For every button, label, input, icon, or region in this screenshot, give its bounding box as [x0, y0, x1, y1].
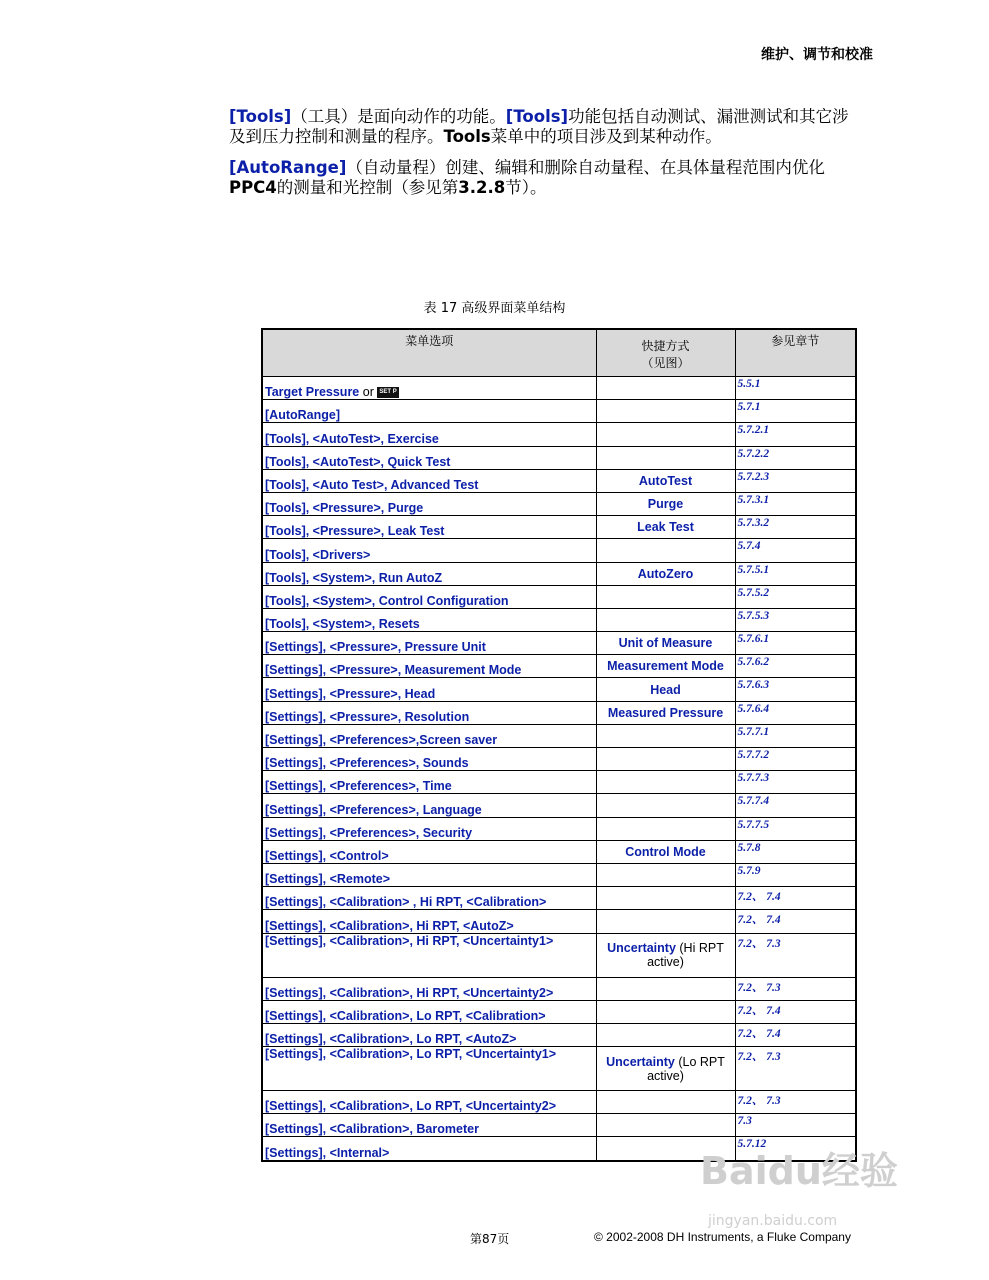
shortcut-text: Measurement Mode: [607, 659, 724, 674]
menu-option-cell: [262, 655, 596, 678]
shortcut-cell: [596, 1047, 735, 1091]
shortcut-cell: [596, 863, 735, 886]
section-ref-cell: [735, 910, 856, 933]
section-ref-text: 5.7.7.5: [737, 818, 770, 831]
menu-option-text: [Settings], <Pressure>, Measurement Mode: [265, 663, 522, 678]
shortcut-cell: [596, 446, 735, 469]
table-row: [262, 608, 856, 631]
menu-option-text: [Settings], <Calibration>, Barometer: [265, 1122, 479, 1137]
menu-option-cell: [262, 817, 596, 840]
shortcut-note: (Lo RPT active): [647, 1054, 725, 1083]
shortcut-cell: [596, 608, 735, 631]
shortcut-text: AutoTest: [638, 473, 693, 488]
table-header-row: [262, 329, 856, 377]
running-header: 维护、调节和校准: [761, 47, 873, 63]
menu-option-cell: [262, 632, 596, 655]
shortcut-cell: [596, 887, 735, 910]
menu-option-cell: [262, 863, 596, 886]
table-row: [262, 446, 856, 469]
section-ref-text: 5.7.7.4: [737, 795, 770, 808]
menu-option-cell: [262, 1023, 596, 1046]
section-ref-text: 5.7.6.3: [737, 679, 770, 692]
section-ref-text: 5.7.4: [737, 540, 761, 553]
section-ref-text: 5.7.2.3: [737, 470, 770, 483]
ppc4-bold: PPC4: [229, 178, 277, 197]
shortcut-text: Uncertainty: [606, 1054, 675, 1069]
page-number: 第87页: [470, 1232, 510, 1246]
header-shortcut-line1: 快捷方式: [641, 339, 690, 353]
menu-option-text: [Settings], <Pressure>, Pressure Unit: [265, 640, 486, 655]
menu-option-text: [Tools], <Pressure>, Purge: [265, 501, 424, 516]
section-ref-cell: [735, 492, 856, 515]
menu-option-text: [AutoRange]: [265, 408, 340, 423]
section-ref-cell: [735, 585, 856, 608]
table-row: [262, 817, 856, 840]
shortcut-cell: [596, 1023, 735, 1046]
shortcut-text: Uncertainty: [607, 941, 676, 955]
menu-option-text: [Settings], <Preferences>,Screen saver: [265, 733, 498, 747]
menu-option-cell: [262, 423, 596, 446]
section-ref-cell: [735, 863, 856, 886]
shortcut-cell: [596, 423, 735, 446]
shortcut-text: Leak Test: [637, 520, 694, 535]
section-ref-cell: [735, 516, 856, 539]
menu-option-cell: [262, 701, 596, 724]
menu-option-text: [Settings], <Preferences>, Time: [265, 779, 452, 794]
table-row: [262, 469, 856, 492]
section-ref-text: 5.7.6.1: [737, 633, 770, 646]
menu-option-cell: [262, 1091, 596, 1114]
shortcut-text: Unit of Measure: [618, 636, 713, 651]
shortcut-cell: [596, 817, 735, 840]
shortcut-text: Purge: [647, 497, 684, 512]
shortcut-text: Head: [650, 682, 681, 697]
table-row: [262, 701, 856, 724]
menu-option-text: [Settings], <Pressure>, Resolution: [265, 709, 470, 724]
shortcut-text: Measured Pressure: [607, 705, 724, 720]
section-ref-text: 5.7.2.2: [737, 447, 770, 460]
menu-option-cell: [262, 910, 596, 933]
section-ref-text: 7.2、 7.3: [737, 937, 781, 950]
paragraph-text: （工具）是面向动作的功能。: [291, 107, 506, 126]
section-ref-cell: [735, 840, 856, 863]
menu-option-cell: [262, 492, 596, 515]
paragraph-autorange: [229, 158, 849, 198]
section-ref-cell: [735, 562, 856, 585]
shortcut-cell: [596, 562, 735, 585]
section-ref-cell: [735, 655, 856, 678]
menu-option-text: [Settings], <Calibration>, Lo RPT, <Calibration>: [265, 1008, 546, 1023]
tools-keyword: [Tools]: [505, 107, 569, 126]
table-row: [262, 724, 856, 747]
shortcut-text: Control Mode: [625, 844, 706, 859]
menu-option-cell: [262, 1137, 596, 1161]
or-text: or: [362, 385, 374, 400]
shortcut-cell: [596, 678, 735, 701]
shortcut-cell: [596, 977, 735, 1000]
shortcut-cell: [596, 492, 735, 515]
section-ref-text: 5.7.1: [737, 401, 761, 414]
shortcut-cell: [596, 469, 735, 492]
section-ref-text: 5.7.8: [737, 841, 761, 854]
menu-option-text: [Settings], <Calibration>, Hi RPT, <AutoZ>: [265, 918, 514, 933]
paragraph-text: （自动量程）创建、编辑和删除自动量程、在具体量程范围内优化: [346, 158, 825, 177]
menu-option-cell: [262, 771, 596, 794]
section-ref-cell: [735, 977, 856, 1000]
menu-option-cell: [262, 469, 596, 492]
section-ref-text: 5.7.7.2: [737, 749, 770, 761]
paragraph-tools: [229, 107, 849, 147]
section-ref-cell: [735, 724, 856, 747]
shortcut-cell: [596, 771, 735, 794]
section-ref-text: 5.5.1: [737, 378, 761, 390]
menu-option-text: [Settings], <Calibration>, Lo RPT, <Uncertainty2>: [265, 1099, 557, 1114]
menu-option-text: [Settings], <Calibration>, Lo RPT, <AutoZ>: [265, 1032, 517, 1047]
section-ref-cell: [735, 748, 856, 771]
section-ref-cell: [735, 446, 856, 469]
section-ref-text: 5.7.2.1: [737, 424, 770, 437]
table-row: [262, 585, 856, 608]
menu-option-text: [Settings], <Calibration>, Hi RPT, <Uncertainty2>: [265, 985, 554, 1000]
section-ref-text: 7.2、 7.4: [737, 914, 781, 927]
menu-option-cell: [262, 1114, 596, 1137]
section-ref-text: 7.2、 7.4: [737, 1004, 781, 1017]
paragraph-text: 节）。: [505, 178, 547, 197]
shortcut-cell: [596, 910, 735, 933]
table-row: [262, 1114, 856, 1137]
section-ref-cell: [735, 632, 856, 655]
tools-keyword: [Tools]: [229, 107, 292, 126]
menu-option-cell: [262, 400, 596, 423]
menu-option-text: [Tools], <System>, Control Configuration: [265, 593, 509, 608]
menu-option-text: [Settings], <Calibration>, Hi RPT, <Uncertainty1>: [265, 933, 554, 948]
table-row: [262, 423, 856, 446]
table-row: [262, 1091, 856, 1114]
menu-option-text: [Tools], <AutoTest>, Exercise: [265, 431, 439, 446]
shortcut-cell: [596, 632, 735, 655]
section-ref-bold: 3.2.8: [458, 178, 506, 197]
menu-option-cell: [262, 977, 596, 1000]
section-ref-text: 5.7.5.1: [737, 563, 770, 576]
paragraph-text: 的测量和光控制（参见第: [276, 178, 459, 197]
section-ref-cell: [735, 817, 856, 840]
table-row: [262, 539, 856, 562]
header-shortcut: [596, 329, 735, 377]
section-ref-cell: [735, 539, 856, 562]
section-ref-text: 7.2、 7.3: [737, 1095, 781, 1108]
autorange-keyword: [AutoRange]: [229, 158, 347, 177]
shortcut-cell: [596, 1091, 735, 1114]
menu-option-text: [Tools], <AutoTest>, Quick Test: [265, 454, 451, 469]
table-row: [262, 840, 856, 863]
section-ref-text: 7.2、 7.4: [737, 1027, 781, 1040]
paragraph-text: 功能包括自动测试、漏泄测试和其它涉及到压力控制和测量的程序。: [229, 107, 849, 146]
watermark-url: jingyan.baidu.com: [708, 1213, 838, 1229]
menu-option-cell: [262, 1000, 596, 1023]
table-row: [262, 516, 856, 539]
menu-option-text: [Settings], <Preferences>, Language: [265, 802, 482, 817]
section-ref-cell: [735, 933, 856, 977]
menu-option-cell: [262, 446, 596, 469]
shortcut-cell: [596, 400, 735, 423]
menu-option-cell: [262, 933, 596, 977]
table-caption: 表 17 高级界面菜单结构: [423, 301, 566, 316]
menu-option-text: [Settings], <Preferences>, Sounds: [265, 756, 469, 771]
menu-option-text: [Settings], <Control>: [265, 848, 389, 863]
shortcut-cell: [596, 701, 735, 724]
section-ref-cell: [735, 400, 856, 423]
section-ref-cell: [735, 771, 856, 794]
section-ref-text: 5.7.9: [737, 864, 761, 877]
menu-option-cell: [262, 608, 596, 631]
section-ref-text: 7.2、 7.3: [737, 981, 781, 994]
section-ref-cell: [735, 794, 856, 817]
header-shortcut-line2: （见图）: [641, 356, 690, 370]
menu-option-text: [Tools], <Drivers>: [265, 547, 371, 562]
section-ref-text: 5.7.5.2: [737, 586, 770, 599]
menu-option-cell: [262, 516, 596, 539]
section-ref-cell: [735, 1091, 856, 1114]
shortcut-cell: [596, 377, 735, 400]
table-row: [262, 1000, 856, 1023]
table-row: [262, 655, 856, 678]
menu-option-text: [Settings], <Remote>: [265, 872, 391, 887]
table-row: [262, 748, 856, 771]
menu-option-text: [Tools], <Pressure>, Leak Test: [265, 524, 445, 539]
copyright: © 2002-2008 DH Instruments, a Fluke Company: [594, 1230, 851, 1244]
menu-option-text: [Settings], <Pressure>, Head: [265, 686, 436, 701]
menu-option-text: [Tools], <System>, Resets: [265, 617, 420, 632]
table-row: [262, 632, 856, 655]
section-ref-cell: [735, 701, 856, 724]
menu-option-text: [Tools], <Auto Test>, Advanced Test: [265, 477, 479, 492]
table-row: [262, 933, 856, 977]
menu-option-cell: [262, 585, 596, 608]
menu-option-cell: [262, 887, 596, 910]
table-row: [262, 771, 856, 794]
menu-option-cell: [262, 724, 596, 747]
menu-option-cell: [262, 539, 596, 562]
table-row: [262, 1023, 856, 1046]
menu-structure-table: [261, 328, 857, 1162]
section-ref-cell: [735, 469, 856, 492]
shortcut-cell: [596, 794, 735, 817]
shortcut-cell: [596, 724, 735, 747]
shortcut-cell: [596, 655, 735, 678]
menu-option-cell: [262, 794, 596, 817]
menu-option-cell: [262, 377, 596, 400]
header-section: 参见章节: [735, 329, 856, 377]
menu-option-text: [Tools], <System>, Run AutoZ: [265, 570, 443, 585]
shortcut-cell: [596, 539, 735, 562]
menu-option-cell: [262, 748, 596, 771]
section-ref-cell: [735, 1023, 856, 1046]
shortcut-note: (Hi RPT active): [647, 941, 724, 969]
section-ref-cell: [735, 608, 856, 631]
section-ref-text: 7.3: [737, 1115, 752, 1128]
header-menu-option: 菜单选项: [262, 329, 596, 377]
table-row: [262, 910, 856, 933]
section-ref-cell: [735, 887, 856, 910]
section-ref-cell: [735, 678, 856, 701]
watermark-logo: Baidu经验: [700, 1149, 898, 1193]
paragraph-text: 菜单中的项目涉及到某种动作。: [490, 127, 722, 146]
table-row: [262, 492, 856, 515]
section-ref-cell: [735, 1000, 856, 1023]
table-row: [262, 977, 856, 1000]
tools-bold: Tools: [443, 127, 491, 146]
menu-option-text: [Settings], <Calibration>, Lo RPT, <Uncertainty1>: [265, 1047, 557, 1062]
table-row: [262, 562, 856, 585]
section-ref-text: 5.7.7.1: [737, 725, 770, 738]
table-row: [262, 400, 856, 423]
section-ref-cell: [735, 1114, 856, 1137]
menu-option-text: Target Pressure: [265, 385, 360, 400]
section-ref-text: 7.2、 7.3: [737, 1051, 781, 1064]
shortcut-cell: [596, 840, 735, 863]
section-ref-text: 5.7.3.1: [737, 493, 770, 506]
section-ref-text: 5.7.7.3: [737, 772, 770, 785]
section-ref-text: 5.7.6.4: [737, 702, 770, 715]
menu-option-cell: [262, 840, 596, 863]
menu-option-text: [Settings], <Internal>: [265, 1145, 390, 1160]
menu-option-text: [Settings], <Calibration> , Hi RPT, <Calibration>: [265, 895, 547, 910]
section-ref-cell: [735, 1047, 856, 1091]
shortcut-cell: [596, 1000, 735, 1023]
table-row: [262, 887, 856, 910]
section-ref-text: 5.7.6.2: [737, 656, 770, 669]
section-ref-text: 5.7.3.2: [737, 517, 770, 530]
table-row: [262, 678, 856, 701]
shortcut-cell: [596, 585, 735, 608]
section-ref-text: 7.2、 7.4: [737, 891, 781, 904]
shortcut-cell: [596, 748, 735, 771]
set-pressure-key-icon: SET P: [377, 387, 398, 398]
shortcut-text: AutoZero: [637, 566, 694, 581]
section-ref-cell: [735, 377, 856, 400]
table-row: [262, 794, 856, 817]
shortcut-cell: [596, 1114, 735, 1137]
table-row: [262, 1047, 856, 1091]
section-ref-text: 5.7.12: [737, 1138, 767, 1151]
menu-option-cell: [262, 1047, 596, 1091]
shortcut-cell: [596, 516, 735, 539]
table-row: [262, 377, 856, 400]
menu-option-cell: [262, 678, 596, 701]
table-row: [262, 863, 856, 886]
menu-option-text: [Settings], <Preferences>, Security: [265, 825, 473, 840]
shortcut-cell: [596, 933, 735, 977]
section-ref-cell: [735, 423, 856, 446]
menu-option-cell: [262, 562, 596, 585]
section-ref-text: 5.7.5.3: [737, 609, 770, 622]
